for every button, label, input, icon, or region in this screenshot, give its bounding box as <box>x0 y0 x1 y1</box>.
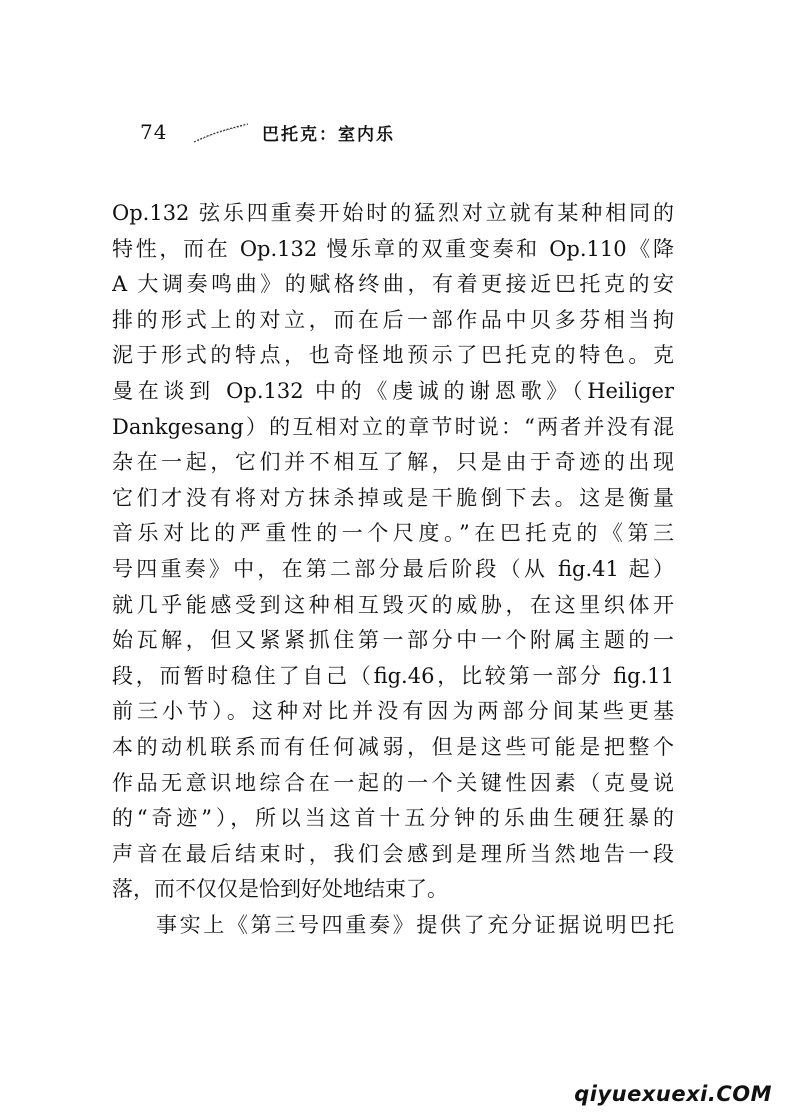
quill-ornament-icon <box>192 122 250 144</box>
text-line: 泥于形式的特点，也奇怪地预示了巴托克的特色。克 <box>112 343 674 368</box>
text-line: 事实上《第三号四重奏》提供了充分证据说明巴托 <box>156 912 674 937</box>
text-line: 音乐对比的严重性的一个尺度。”在巴托克的《第三 <box>112 521 674 546</box>
text-line: 作品无意识地综合在一起的一个关键性因素（克曼说 <box>112 770 674 795</box>
text-line: 排的形式上的对立，而在后一部作品中贝多芬相当拘 <box>112 307 674 332</box>
text-line: 就几乎能感受到这种相互毁灭的威胁，在这里织体开 <box>112 592 674 617</box>
text-line: A 大调奏鸣曲》的赋格终曲，有着更接近巴托克的安 <box>112 272 674 297</box>
text-line: 段，而暂时稳住了自己（fig.46，比较第一部分 fig.11 <box>112 663 674 688</box>
text-line: Dankgesang）的互相对立的章节时说：“两者并没有混 <box>112 414 674 439</box>
text-line: 特性，而在 Op.132 慢乐章的双重变奏和 Op.110《降 <box>112 236 674 261</box>
text-line: 它们才没有将对方抹杀掉或是干脆倒下去。这是衡量 <box>112 485 674 510</box>
text-line: 杂在一起，它们并不相互了解，只是由于奇迹的出现 <box>112 450 674 475</box>
text-line: 的“奇迹”），所以当这首十五分钟的乐曲生硬狂暴的 <box>112 806 674 831</box>
text-line: 号四重奏》中，在第二部分最后阶段（从 fig.41 起） <box>112 556 674 581</box>
text-line: 前三小节）。这种对比并没有因为两部分间某些更基 <box>112 699 674 724</box>
text-line: Op.132 弦乐四重奏开始时的猛烈对立就有某种相同的 <box>112 201 674 225</box>
text-line: 落，而不仅仅是恰到好处地结束了。 <box>112 877 448 902</box>
running-header <box>140 116 560 150</box>
running-title: 巴托克：室内乐 <box>262 125 395 145</box>
body-text <box>112 196 674 943</box>
text-line: 始瓦解，但又紧紧抓住第一部分中一个附属主题的一 <box>112 628 674 653</box>
site-watermark: qiyuexuexi.COM <box>574 1082 772 1106</box>
text-line: 曼在谈到 Op.132 中的《虔诚的谢恩歌》（Heiliger <box>112 378 674 403</box>
text-line: 声音在最后结束时，我们会感到是理所当然地告一段 <box>112 841 674 866</box>
text-line: 本的动机联系而有任何减弱，但是这些可能是把整个 <box>112 734 674 759</box>
page-number: 74 <box>140 120 168 144</box>
